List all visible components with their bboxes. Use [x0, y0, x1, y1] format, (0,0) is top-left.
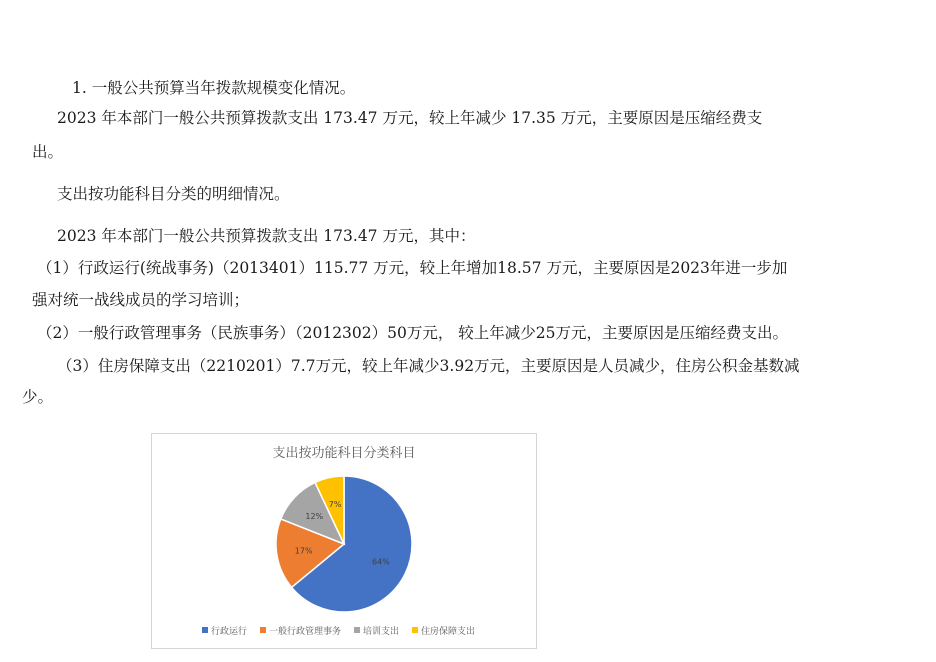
pie-slice-label-1: 64%: [372, 557, 390, 567]
pie-slice-label-3: 12%: [305, 512, 324, 522]
item-general-admin-affairs: （2）一般行政管理事务（民族事务）（2012302）50万元， 较上年减少25万元，主要原因是压缩经费支出。: [37, 324, 789, 342]
legend-swatch-2: [260, 627, 266, 633]
pie-slice-label-2: 17%: [294, 546, 313, 556]
subheading-functional-breakdown: 支出按功能科目分类的明细情况。: [57, 185, 290, 203]
legend-swatch-1: [202, 627, 208, 633]
paragraph-budget-total: 2023 年本部门一般公共预算拨款支出 173.47 万元，较上年减少 17.35 万元，主要原因是压缩经费支: [57, 109, 763, 127]
item-housing-support: （3）住房保障支出（2210201）7.7万元，较上年减少3.92万元，主要原因是人员减少，住房公积金基数减: [57, 357, 800, 375]
pie-chart-svg: [152, 434, 536, 648]
item-admin-operations: （1）行政运行(统战事务)（2013401）115.77 万元，较上年增加18.57 万元，主要原因是2023年进一步加: [37, 259, 788, 277]
legend-label-1: 行政运行: [211, 627, 248, 637]
legend-label-3: 培训支出: [363, 627, 400, 637]
item-housing-support-cont: 少。: [22, 388, 54, 406]
section-heading: 1. 一般公共预算当年拨款规模变化情况。: [72, 79, 356, 97]
paragraph-breakdown-intro: 2023 年本部门一般公共预算拨款支出 173.47 万元，其中：: [57, 227, 476, 245]
item-admin-operations-cont: 强对统一战线成员的学习培训；: [32, 291, 250, 309]
legend-swatch-3: [354, 627, 360, 633]
legend-label-4: 住房保障支出: [421, 627, 476, 637]
pie-chart: [151, 433, 537, 649]
paragraph-budget-total-cont: 出。: [32, 143, 64, 161]
legend-swatch-4: [412, 627, 418, 633]
legend-label-2: 一般行政管理事务: [269, 627, 342, 637]
chart-title: 支出按功能科目分类科目: [272, 446, 416, 461]
pie-slice-label-4: 7%: [328, 500, 342, 510]
